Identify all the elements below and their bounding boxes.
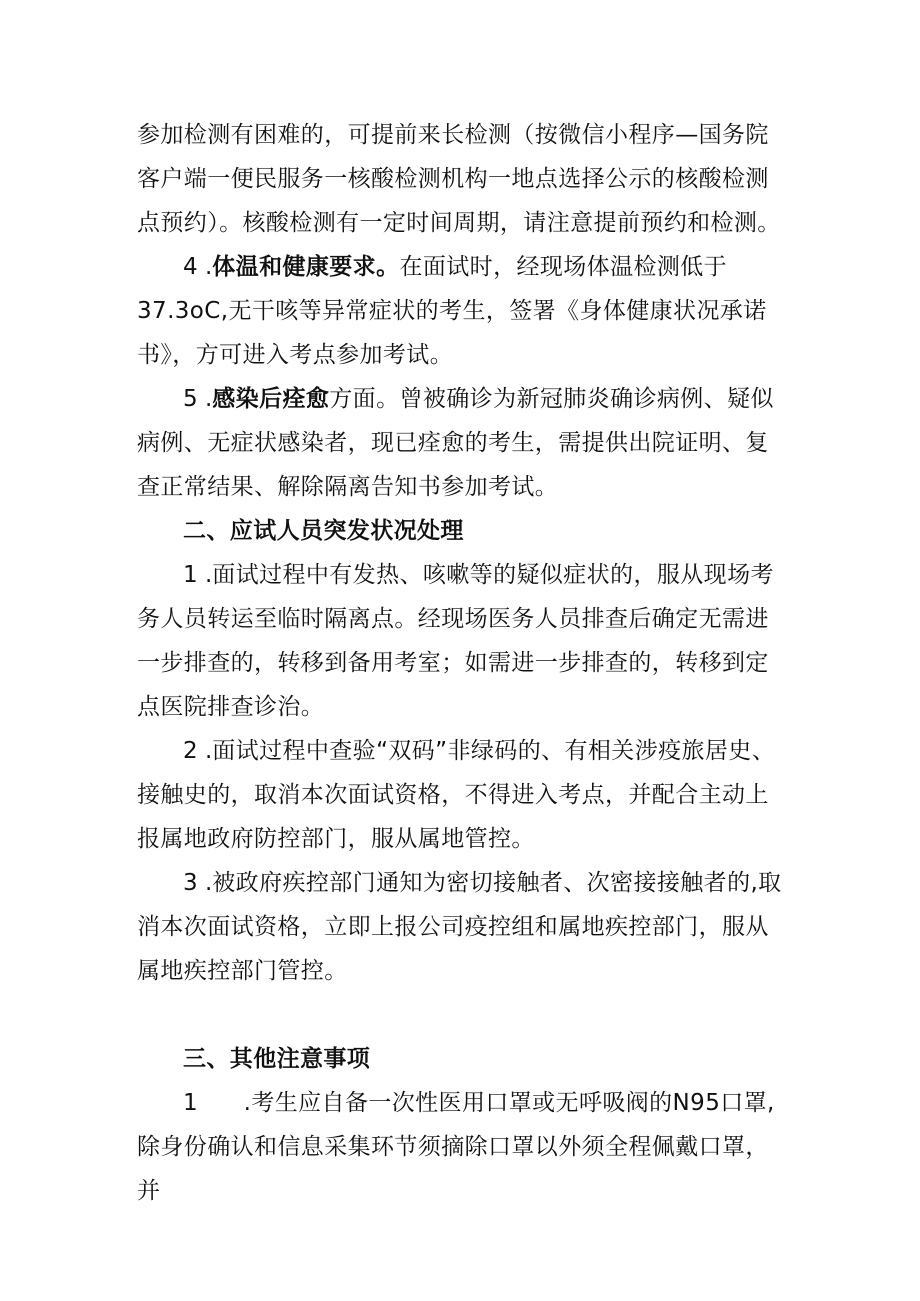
section-2-item-1 (137, 553, 787, 729)
section-2-item-3-number: 3 . (183, 870, 213, 896)
item-4-title: 体温和健康要求。 (212, 254, 400, 280)
section-3-item-1-text: .考生应自备一次性医用口罩或无呼吸阀的N95口罩,除身份确认和信息采集环节须摘除口罩以外须全程佩戴口罩，并 (137, 1090, 775, 1204)
item-4-number: 4 . (183, 254, 213, 280)
section-2-heading: 二、应试人员突发状况处理 (183, 518, 464, 544)
paragraph-continuation (137, 113, 787, 245)
section-3-item-1 (137, 1081, 787, 1213)
continuation-text: 参加检测有困难的，可提前来长检测（按微信小程序—国务院客户端一便民服务一核酸检测机构一地点选择公示的核酸检测点预约）。核酸检测有一定时间周期，请注意提前预约和检测。 (137, 122, 781, 236)
section-2-item-3 (137, 861, 787, 993)
section-2-item-1-text: 面试过程中有发热、咳嗽等的疑似症状的，服从现场考务人员转运至临时隔离点。经现场医务人员排查后确定无需进一步排查的，转移到备用考室；如需进一步排查的，转移到定点医院排查诊治。 (137, 562, 774, 720)
item-5-title: 感染后痊愈 (212, 386, 330, 412)
section-2-item-1-number: 1 . (183, 562, 213, 588)
item-5-number: 5 . (183, 386, 213, 412)
section-3-item-1-number: 1 (183, 1090, 198, 1116)
item-4-body: 在面试时，经现场体温检测低于37.3oC,无干咳等异常症状的考生，签署《身体健康状况承诺书》，方可进入考点参加考试。 (137, 254, 767, 368)
section-2-item-2-number: 2 . (183, 738, 213, 764)
section-2-item-2-text: 面试过程中查验“双码”非绿码的、有相关涉疫旅居史、接触史的，取消本次面试资格，不得进入考点，并配合主动上报属地政府防控部门，服从属地管控。 (137, 738, 776, 852)
paragraph-item-5 (137, 377, 787, 509)
section-2-item-2 (137, 729, 787, 861)
section-3-heading: 三、其他注意事项 (183, 1046, 371, 1072)
paragraph-item-4 (137, 245, 787, 377)
section-2-item-3-text: 被政府疾控部门通知为密切接触者、次密接接触者的,取消本次面试资格，立即上报公司疫控组和属地疾控部门，服从属地疾控部门管控。 (137, 870, 782, 984)
document-body (137, 113, 787, 1213)
item-5-body: 方面。曾被确诊为新冠肺炎确诊病例、疑似病例、无症状感染者，现已痊愈的考生，需提供出院证明、复查正常结果、解除隔离告知书参加考试。 (137, 386, 774, 500)
